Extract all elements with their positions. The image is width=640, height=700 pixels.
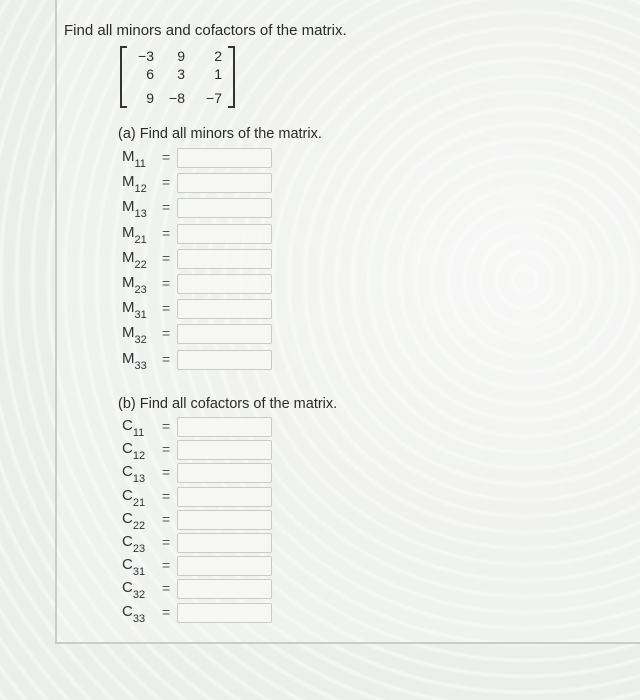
matrix-cell-3-1: 9 bbox=[146, 90, 154, 106]
part-a-heading: (a) Find all minors of the matrix. bbox=[118, 126, 322, 142]
cofactor-letter: C bbox=[122, 579, 133, 597]
minor-answer-input-22[interactable] bbox=[177, 249, 272, 269]
minor-letter: M bbox=[122, 223, 135, 241]
equals-sign: = bbox=[162, 557, 171, 574]
cofactor-label-21 bbox=[122, 487, 145, 507]
cofactor-row-13 bbox=[122, 463, 282, 487]
cofactor-subscript: 32 bbox=[132, 589, 146, 602]
equals-sign: = bbox=[162, 418, 171, 434]
cofactor-letter: C bbox=[122, 509, 133, 527]
matrix-cell-2-2: 3 bbox=[177, 66, 185, 82]
minor-answer-input-32[interactable] bbox=[177, 324, 272, 344]
question-text: Find all minors and cofactors of the matrix. bbox=[64, 22, 347, 39]
matrix-right-bracket bbox=[228, 46, 235, 108]
minor-label-21 bbox=[122, 224, 147, 244]
cofactor-label-32 bbox=[122, 579, 146, 602]
minor-answer-input-31[interactable] bbox=[177, 299, 272, 319]
cofactor-label-33 bbox=[122, 603, 145, 623]
minor-subscript: 32 bbox=[134, 334, 147, 347]
cofactor-answer-input-11[interactable] bbox=[177, 417, 272, 437]
minor-letter: M bbox=[122, 173, 135, 191]
minor-answer-input-13[interactable] bbox=[177, 198, 272, 218]
equals-sign: = bbox=[162, 580, 171, 597]
equals-sign: = bbox=[162, 275, 171, 291]
minor-label-31 bbox=[122, 299, 147, 322]
cofactor-letter: C bbox=[122, 556, 133, 574]
cofactor-subscript: 11 bbox=[132, 427, 145, 439]
cofactor-row-31 bbox=[122, 556, 282, 580]
cofactor-row-12 bbox=[122, 440, 282, 464]
equals-sign: = bbox=[162, 441, 171, 458]
cofactor-label-22 bbox=[122, 510, 145, 530]
cofactor-subscript: 13 bbox=[132, 473, 146, 486]
minor-label-22 bbox=[122, 249, 147, 269]
minor-row-23 bbox=[122, 274, 282, 298]
minor-subscript: 12 bbox=[134, 183, 147, 196]
equals-sign: = bbox=[162, 603, 171, 620]
matrix-cell-1-3: 2 bbox=[214, 48, 222, 64]
matrix-cell-1-1: −3 bbox=[138, 48, 154, 64]
cofactor-answer-input-33[interactable] bbox=[177, 603, 272, 623]
equals-sign: = bbox=[162, 249, 171, 266]
matrix-cell-3-3: −7 bbox=[206, 90, 222, 106]
cofactor-letter: C bbox=[122, 602, 133, 620]
matrix-cell-3-2: −8 bbox=[169, 90, 185, 106]
minor-subscript: 22 bbox=[134, 258, 147, 271]
equals-sign: = bbox=[162, 510, 171, 527]
cofactor-subscript: 33 bbox=[132, 612, 146, 625]
cofactor-answer-input-31[interactable] bbox=[177, 556, 272, 576]
minor-letter: M bbox=[122, 248, 135, 266]
cofactor-row-22 bbox=[122, 510, 282, 534]
cofactor-letter: C bbox=[122, 533, 133, 550]
cofactor-letter: C bbox=[122, 417, 133, 434]
minor-row-12 bbox=[122, 173, 282, 197]
equals-sign: = bbox=[162, 487, 171, 504]
cofactor-row-11 bbox=[122, 417, 282, 441]
equals-sign: = bbox=[162, 534, 171, 550]
cofactor-answer-input-23[interactable] bbox=[177, 533, 272, 553]
minor-subscript: 31 bbox=[134, 309, 147, 322]
equals-sign: = bbox=[162, 174, 171, 191]
minor-label-12 bbox=[122, 173, 147, 196]
minor-row-11 bbox=[122, 148, 282, 172]
cofactor-letter: C bbox=[122, 463, 133, 481]
cofactor-label-13 bbox=[122, 463, 146, 486]
cofactor-answer-input-13[interactable] bbox=[177, 463, 272, 483]
cofactor-letter: C bbox=[122, 440, 133, 458]
cofactor-row-21 bbox=[122, 487, 282, 511]
minor-answer-input-23[interactable] bbox=[177, 274, 272, 294]
minor-row-31 bbox=[122, 299, 282, 323]
equals-sign: = bbox=[162, 464, 171, 481]
cofactor-answer-input-21[interactable] bbox=[177, 487, 272, 507]
cofactor-subscript: 31 bbox=[132, 566, 146, 579]
cofactor-subscript: 23 bbox=[132, 543, 146, 555]
minor-subscript: 23 bbox=[134, 284, 147, 296]
equals-sign: = bbox=[162, 350, 171, 367]
minor-label-13 bbox=[122, 198, 147, 221]
equals-sign: = bbox=[162, 149, 171, 165]
cofactor-answer-input-32[interactable] bbox=[177, 579, 272, 599]
equals-sign: = bbox=[162, 199, 171, 216]
minor-answer-input-21[interactable] bbox=[177, 224, 272, 244]
matrix bbox=[120, 46, 235, 108]
minor-answer-input-33[interactable] bbox=[177, 350, 272, 370]
matrix-cell-2-3: 1 bbox=[214, 66, 222, 82]
minor-letter: M bbox=[122, 349, 135, 367]
cofactor-row-32 bbox=[122, 579, 282, 603]
equals-sign: = bbox=[162, 300, 171, 317]
minor-row-33 bbox=[122, 350, 282, 374]
minor-subscript: 21 bbox=[134, 233, 147, 246]
minor-letter: M bbox=[122, 299, 135, 317]
cofactor-label-11 bbox=[122, 417, 144, 437]
minor-letter: M bbox=[122, 148, 135, 165]
minor-answer-input-11[interactable] bbox=[177, 148, 272, 168]
minor-label-11 bbox=[122, 148, 146, 168]
cofactor-subscript: 12 bbox=[132, 450, 146, 463]
cofactor-label-23 bbox=[122, 533, 145, 553]
minor-label-32 bbox=[122, 324, 147, 347]
minor-label-33 bbox=[122, 350, 147, 370]
minor-subscript: 33 bbox=[134, 359, 147, 372]
cofactor-letter: C bbox=[122, 486, 133, 504]
minor-answer-input-12[interactable] bbox=[177, 173, 272, 193]
matrix-cell-2-1: 6 bbox=[146, 66, 154, 82]
minor-row-32 bbox=[122, 324, 282, 348]
cofactor-subscript: 21 bbox=[132, 496, 146, 509]
minor-letter: M bbox=[122, 324, 135, 342]
minor-letter: M bbox=[122, 198, 135, 216]
minor-row-22 bbox=[122, 249, 282, 273]
cofactor-subscript: 22 bbox=[132, 519, 146, 532]
cofactor-row-33 bbox=[122, 603, 282, 627]
cofactor-label-12 bbox=[122, 440, 146, 463]
minor-label-23 bbox=[122, 274, 147, 294]
cofactor-answer-input-22[interactable] bbox=[177, 510, 272, 530]
equals-sign: = bbox=[162, 325, 171, 342]
minor-row-21 bbox=[122, 224, 282, 248]
minor-letter: M bbox=[122, 274, 135, 291]
cofactor-label-31 bbox=[122, 556, 146, 579]
matrix-cell-1-2: 9 bbox=[177, 48, 185, 64]
cofactor-row-23 bbox=[122, 533, 282, 557]
minor-subscript: 11 bbox=[134, 158, 146, 170]
cofactor-answer-input-12[interactable] bbox=[177, 440, 272, 460]
part-b-heading: (b) Find all cofactors of the matrix. bbox=[118, 396, 338, 412]
minor-row-13 bbox=[122, 198, 282, 222]
minor-subscript: 13 bbox=[134, 208, 147, 221]
equals-sign: = bbox=[162, 224, 171, 241]
